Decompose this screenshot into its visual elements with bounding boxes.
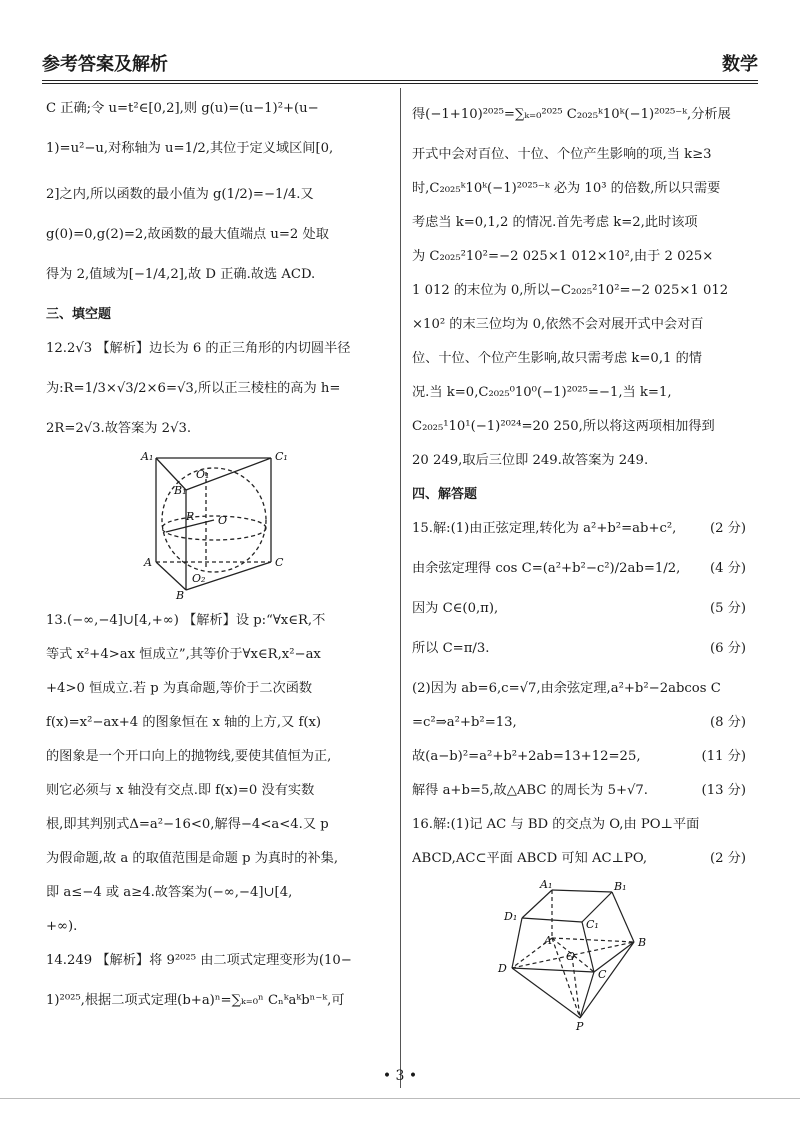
header-rule [42,80,758,81]
section-heading: 四、解答题 [412,487,478,502]
q15-line: 15.解:(1)由正弦定理,转化为 a²+b²=ab+c², (2 分) [412,512,746,546]
q14-cont-line: 为 C₂₀₂₅²10²=−2 025×1 012×10²,由于 2 025× [412,249,714,264]
header-subject: 数学 [722,54,758,75]
fig2-label: B [638,936,647,949]
fig1-label: A [144,556,152,569]
fig1-label: R [186,510,195,523]
score-label: (6 分) [709,641,746,656]
q14-cont-line: 况.当 k=0,C₂₀₂₅⁰10⁰(−1)²⁰²⁵=−1,当 k=1, [412,385,672,400]
text-line: 2]之内,所以函数的最小值为 g(1/2)=−1/4.又 [46,187,314,202]
q13-line: 的图象是一个开口向上的抛物线,要使其值恒为正, [46,749,332,764]
fig2-label: P [576,1020,584,1030]
q13-line: 等式 x²+4>ax 恒成立”,其等价于∀x∈R,x²−ax [46,647,321,662]
text-line: C 正确;令 u=t²∈[0,2],则 g(u)=(u−1)²+(u− [46,101,319,116]
q14-line: 1)²⁰²⁵,根据二项式定理(b+a)ⁿ=∑ₖ₌₀ⁿ Cₙᵏaᵏbⁿ⁻ᵏ,可 [46,993,345,1008]
q15-line: 解得 a+b=5,故△ABC 的周长为 5+√7. (13 分) [412,774,746,808]
q14-line: 14.249 【解析】将 9²⁰²⁵ 由二项式定理变形为(10− [46,953,352,968]
fig2-label: C₁ [586,918,599,931]
q15-line: =c²⇒a²+b²=13, (8 分) [412,706,746,740]
q13-line: +4>0 恒成立.若 p 为真命题,等价于二次函数 [46,681,313,696]
q15-line: 由余弦定理得 cos C=(a²+b²−c²)/2ab=1/2, (4 分) [412,546,746,592]
fig1-label: A₁ [141,450,154,463]
q13-line: 根,即其判别式Δ=a²−16<0,解得−4<a<4.又 p [46,817,329,832]
fig2-label: O [566,950,576,963]
fig1-label: O [218,514,228,527]
polyhedron-figure [412,880,746,1030]
score-label: (8 分) [709,715,746,730]
q12-line: 12.2√3 【解析】边长为 6 的正三角形的内切圆半径 [46,341,351,356]
text-line: g(0)=0,g(2)=2,故函数的最大值端点 u=2 处取 [46,227,329,242]
fig2-label: D [498,962,507,975]
page-number: • 3 • [382,1068,418,1084]
header-title: 参考答案及解析 [42,54,168,75]
score-label: (11 分) [701,749,746,764]
q14-cont-line: 1 012 的末位为 0,所以−C₂₀₂₅²10²=−2 025×1 012 [412,283,729,298]
q13-line: 即 a≤−4 或 a≥4.故答案为(−∞,−4]∪[4, [46,885,293,900]
fig1-label: B [176,589,185,600]
q14-cont-line: 时,C₂₀₂₅ᵏ10ᵏ(−1)²⁰²⁵⁻ᵏ 必为 10³ 的倍数,所以只需要 [412,181,721,196]
right-column [412,92,746,1034]
q14-cont-line: ×10² 的末三位均为 0,依然不会对展开式中会对百 [412,317,704,332]
text-line: 1)=u²−u,对称轴为 u=1/2,其位于定义域区间[0, [46,141,334,156]
q15-line: (2)因为 ab=6,c=√7,由余弦定理,a²+b²−2abcos C [412,681,721,696]
fig2-label: B₁ [614,880,627,893]
prism-figure [46,450,392,600]
q13-line: f(x)=x²−ax+4 的图象恒在 x 轴的上方,又 f(x) [46,715,322,730]
q13-line: 13.(−∞,−4]∪[4,+∞) 【解析】设 p:“∀x∈R,不 [46,613,326,628]
q15-line: 因为 C∈(0,π), (5 分) [412,592,746,626]
left-column [46,92,392,1024]
column-divider [400,88,401,1088]
footer-rule [0,1098,800,1099]
fig2-label: C [598,968,607,981]
q13-line: 为假命题,故 a 的取值范围是命题 p 为真时的补集, [46,851,339,866]
q13-line: 则它必须与 x 轴没有交点.即 f(x)=0 没有实数 [46,783,315,798]
header-rule-thin [42,83,758,84]
q16-line: 16.解:(1)记 AC 与 BD 的交点为 O,由 PO⊥平面 [412,817,700,832]
fig1-label: C₁ [275,450,288,463]
q12-line: 为:R=1/3×√3/2×6=√3,所以正三棱柱的高为 h= [46,381,341,396]
q14-cont-line: 20 249,取后三位即 249.故答案为 249. [412,453,649,468]
q14-cont-line: 开式中会对百位、十位、个位产生影响的项,当 k≥3 [412,147,712,162]
q15-line: 所以 C=π/3. (6 分) [412,626,746,672]
page-header [42,50,758,78]
q12-line: 2R=2√3.故答案为 2√3. [46,421,192,436]
q14-cont-line: 考虑当 k=0,1,2 的情况.首先考虑 k=2,此时该项 [412,215,698,230]
score-label: (5 分) [709,601,746,616]
fig1-label: O₁ [196,468,210,481]
fig2-label: D₁ [504,910,518,923]
fig2-label: A₁ [540,880,553,891]
fig2-label: A [544,934,552,947]
score-label: (4 分) [709,561,746,576]
q13-line: +∞). [46,919,78,934]
q16-line: ABCD,AC⊂平面 ABCD 可知 AC⊥PO, (2 分) [412,842,746,876]
score-label: (13 分) [701,783,746,798]
fig1-label: O₂ [192,572,206,585]
q14-cont-line: 得(−1+10)²⁰²⁵=∑ₖ₌₀²⁰²⁵ C₂₀₂₅ᵏ10ᵏ(−1)²⁰²⁵⁻ᵏ,分析展 [412,107,731,122]
q14-cont-line: 位、十位、个位产生影响,故只需考虑 k=0,1 的情 [412,351,702,366]
q15-line: 故(a−b)²=a²+b²+2ab=13+12=25, (11 分) [412,740,746,774]
q14-cont-line: C₂₀₂₅¹10¹(−1)²⁰²⁴=20 250,所以将这两项相加得到 [412,419,715,434]
score-label: (2 分) [709,521,746,536]
fig1-label: B₁ [174,484,187,497]
score-label: (2 分) [709,851,746,866]
fig1-label: C [275,556,284,569]
text-line: 得为 2,值域为[−1/4,2],故 D 正确.故选 ACD. [46,267,316,282]
section-heading: 三、填空题 [46,307,112,322]
